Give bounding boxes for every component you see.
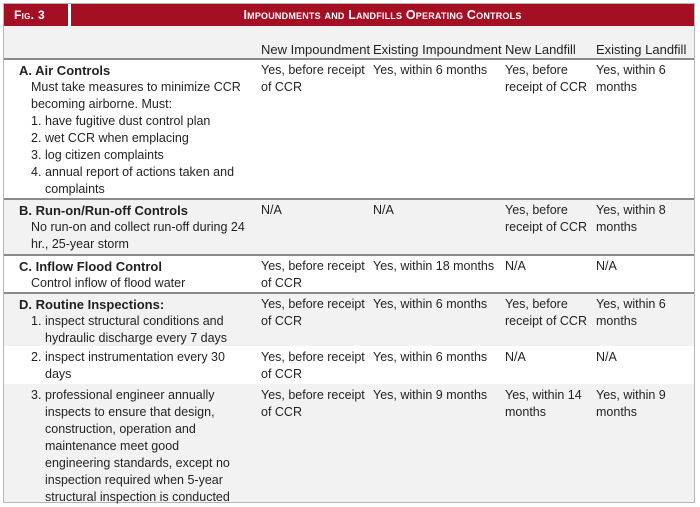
value-cell: Yes, within 8 months	[596, 203, 666, 234]
value-cell: N/A	[505, 350, 526, 364]
column-header-existing-impoundment: Existing Impoundment	[373, 42, 502, 57]
value-cell: N/A	[373, 203, 394, 217]
list-text: inspect instrumentation every 30 days	[45, 350, 225, 381]
value-cell: Yes, before receipt of CCR	[261, 297, 365, 328]
list-text: wet CCR when emplacing	[45, 131, 189, 145]
list-number: 4.	[31, 165, 42, 179]
list-item	[19, 164, 254, 198]
figure-title-bar	[4, 4, 694, 26]
list-number: 1.	[31, 314, 42, 328]
section-inspections-cell	[19, 296, 254, 347]
figure-frame	[3, 3, 695, 503]
value-cell: N/A	[596, 259, 617, 273]
value-cell: Yes, within 9 months	[596, 388, 666, 419]
list-text: inspect structural conditions and hydraulic discharge every 7 days	[45, 314, 228, 345]
section-flood-control	[4, 256, 694, 292]
column-header-existing-landfill: Existing Landfill	[596, 42, 687, 57]
section-flood-cell	[19, 258, 254, 292]
list-text: annual report of actions taken and complaints	[45, 165, 235, 196]
list-number: 2.	[31, 131, 42, 145]
section-runon-cell	[19, 202, 254, 253]
value-cell: N/A	[596, 350, 617, 364]
section-flood-title: C. Inflow Flood Control	[19, 259, 162, 274]
section-flood-description: Control inflow of flood water	[31, 276, 186, 290]
list-item	[19, 349, 254, 383]
value-cell: Yes, within 18 months	[373, 259, 495, 273]
list-number: 3.	[31, 148, 42, 162]
list-number: 1.	[31, 114, 42, 128]
value-cell: Yes, within 6 months	[373, 63, 488, 77]
value-cell: Yes, before receipt of CCR	[505, 203, 587, 234]
section-inspections-row-2	[4, 346, 694, 384]
list-number: 2.	[31, 350, 42, 364]
section-runon-controls	[4, 200, 694, 254]
list-item	[19, 113, 254, 130]
value-cell: Yes, before receipt of CCR	[505, 63, 587, 94]
section-air-controls	[4, 60, 694, 198]
list-text: professional engineer annually inspects to ensure that design, construction, operation and maintenance meet good engineering standards, except no inspection required when 5-year structural inspection is conducted	[45, 388, 230, 504]
list-item	[19, 313, 254, 347]
section-air-description: Must take measures to minimize CCR becoming airborne. Must:	[31, 80, 241, 111]
value-cell: Yes, before receipt of CCR	[261, 63, 365, 94]
value-cell: Yes, within 9 months	[373, 388, 488, 402]
section-inspections-row-1	[4, 294, 694, 346]
value-cell: Yes, before receipt of CCR	[505, 297, 587, 328]
list-item	[19, 130, 254, 147]
value-cell: Yes, before receipt of CCR	[261, 259, 365, 290]
section-runon-description: No run-on and collect run-off during 24 hr., 25-year storm	[31, 220, 245, 251]
figure-label: Fig. 3	[4, 4, 68, 26]
value-cell: Yes, before receipt of CCR	[261, 350, 365, 381]
list-item	[19, 387, 254, 506]
list-item	[19, 147, 254, 164]
section-runon-title: B. Run-on/Run-off Controls	[19, 203, 188, 218]
value-cell: Yes, within 6 months	[596, 63, 666, 94]
section-air-title: A. Air Controls	[19, 63, 111, 78]
section-inspections-cell	[19, 349, 254, 383]
list-text: log citizen complaints	[45, 148, 164, 162]
list-text: have fugitive dust control plan	[45, 114, 211, 128]
value-cell: Yes, within 14 months	[505, 388, 582, 419]
section-air-cell	[19, 62, 254, 198]
section-inspections-cell	[19, 387, 254, 506]
value-cell: N/A	[261, 203, 282, 217]
value-cell: Yes, within 6 months	[373, 350, 488, 364]
section-inspections-row-3	[4, 384, 694, 502]
value-cell: N/A	[505, 259, 526, 273]
figure-title: Impoundments and Landfills Operating Controls	[243, 8, 522, 22]
value-cell: Yes, within 6 months	[596, 297, 666, 328]
value-cell: Yes, within 6 months	[373, 297, 488, 311]
value-cell: Yes, before receipt of CCR	[261, 388, 365, 419]
column-header-new-impoundment: New Impoundment	[261, 42, 371, 57]
column-header-new-landfill: New Landfill	[505, 42, 576, 57]
section-inspections-title: D. Routine Inspections:	[19, 297, 165, 312]
list-number: 3.	[31, 388, 42, 402]
